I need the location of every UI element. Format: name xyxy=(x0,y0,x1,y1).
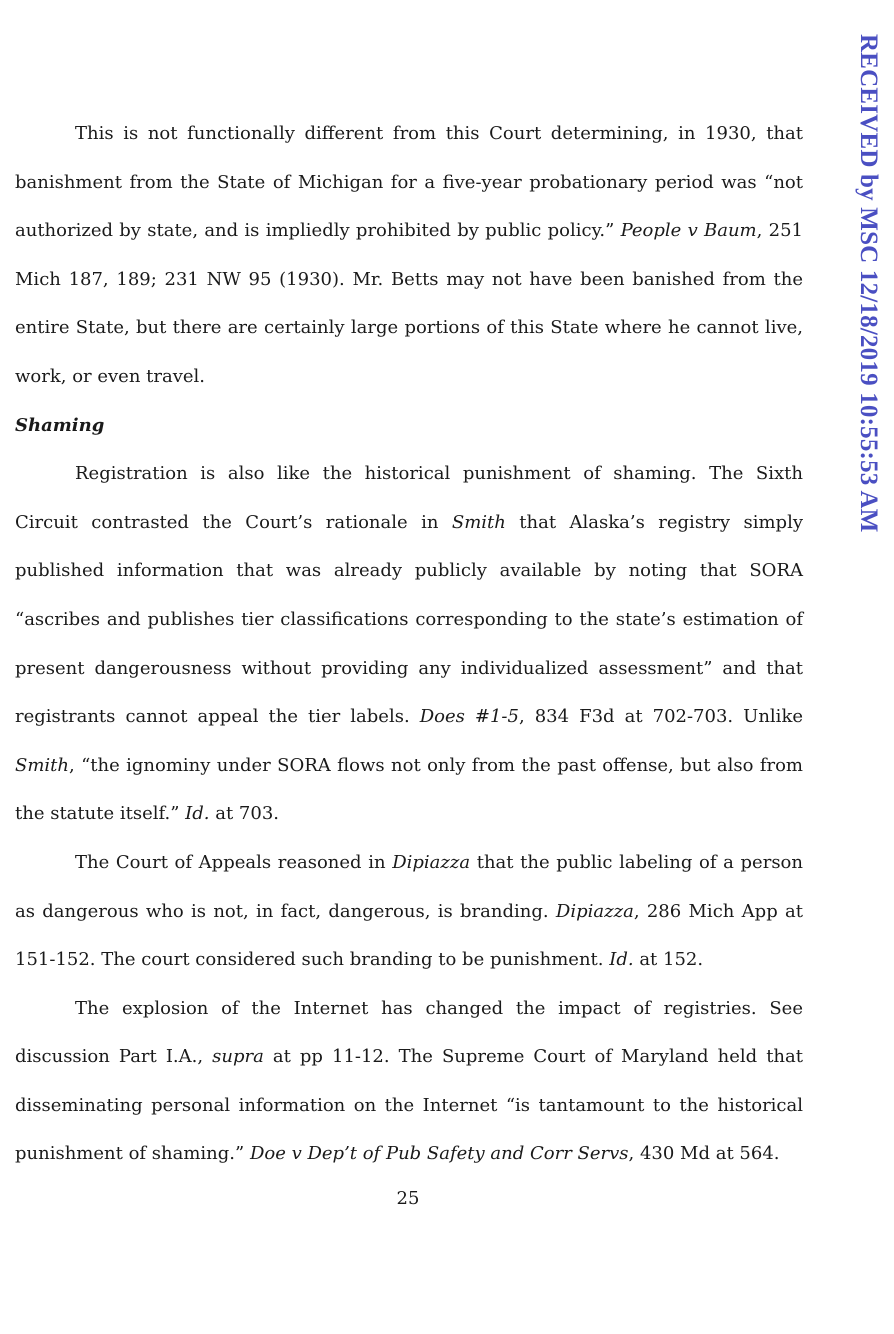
paragraph-banishment xyxy=(15,110,803,402)
paragraph-internet xyxy=(15,985,803,1179)
paragraph-text: at 152. xyxy=(633,949,704,971)
paragraph-text: at pp 11-12. The Supreme Court of Maryland held that disseminating personal information on the Internet “is tantamount to the historical punishment of shaming.” xyxy=(15,1046,803,1165)
paragraph-text: , 430 Md at 564. xyxy=(628,1143,780,1165)
paragraph-text: at 703. xyxy=(209,803,279,825)
case-citation: Does #1-5 xyxy=(419,706,519,728)
case-citation: Smith xyxy=(15,754,69,776)
id-citation: Id. xyxy=(609,949,634,971)
paragraph-text: The Court of Appeals reasoned in xyxy=(75,851,393,873)
paragraph-text: The explosion of the Internet has changed the impact of registries. See discussion Part I.A., xyxy=(15,997,803,1068)
case-citation: People v Baum xyxy=(620,220,757,242)
case-citation: Doe v Dep’t of Pub Safety and Corr Servs xyxy=(249,1143,629,1165)
paragraph-text: , 286 Mich App at 151-152. The court considered such branding to be punishment. xyxy=(15,900,803,971)
paragraph-text: Registration is also like the historical punishment of shaming. The Sixth Circuit contrasted the Court’s rationale in xyxy=(15,463,803,533)
paragraph-text: that the public labeling of a person as dangerous who is not, in fact, dangerous, is branding. xyxy=(15,851,803,922)
paragraph-shaming xyxy=(15,450,803,839)
case-citation: Dipiazza xyxy=(555,900,634,922)
section-heading: Shaming xyxy=(15,414,105,436)
supra-citation: supra xyxy=(212,1046,264,1068)
page-number: 25 xyxy=(396,1188,420,1209)
paragraph-text: , “the ignominy under SORA flows not only from the past offense, but also from the statute itself.” xyxy=(15,754,803,825)
paragraph-text: , 251 Mich 187, 189; 231 NW 95 (1930). Mr. Betts may not have been banished from the entire State, but there are certainly large portions of this State where he cannot live, work, or even travel. xyxy=(15,220,803,387)
id-citation: Id. xyxy=(185,803,210,825)
paragraph-text: This is not functionally different from this Court determining, in 1930, that banishment from the State of Michigan for a five-year probationary period was “not authorized by state, and is impliedly prohibited by public policy.” xyxy=(15,123,803,242)
paragraph-text: , 834 F3d at 702-703. Unlike xyxy=(518,706,803,728)
received-stamp: RECEIVED by MSC 12/18/2019 10:55:53 AM xyxy=(855,34,882,533)
case-citation: Smith xyxy=(451,511,506,533)
document-body xyxy=(15,110,803,1179)
paragraph-text: that Alaska’s registry simply published information that was already publicly available by noting that SORA “ascribes and publishes tier classifications corresponding to the state’s estimation of present dangerousness without providing any individualized assessment” and that registrants cannot appeal the tier labels. xyxy=(15,511,804,728)
case-citation: Dipiazza xyxy=(392,851,471,873)
paragraph-branding xyxy=(15,839,803,985)
